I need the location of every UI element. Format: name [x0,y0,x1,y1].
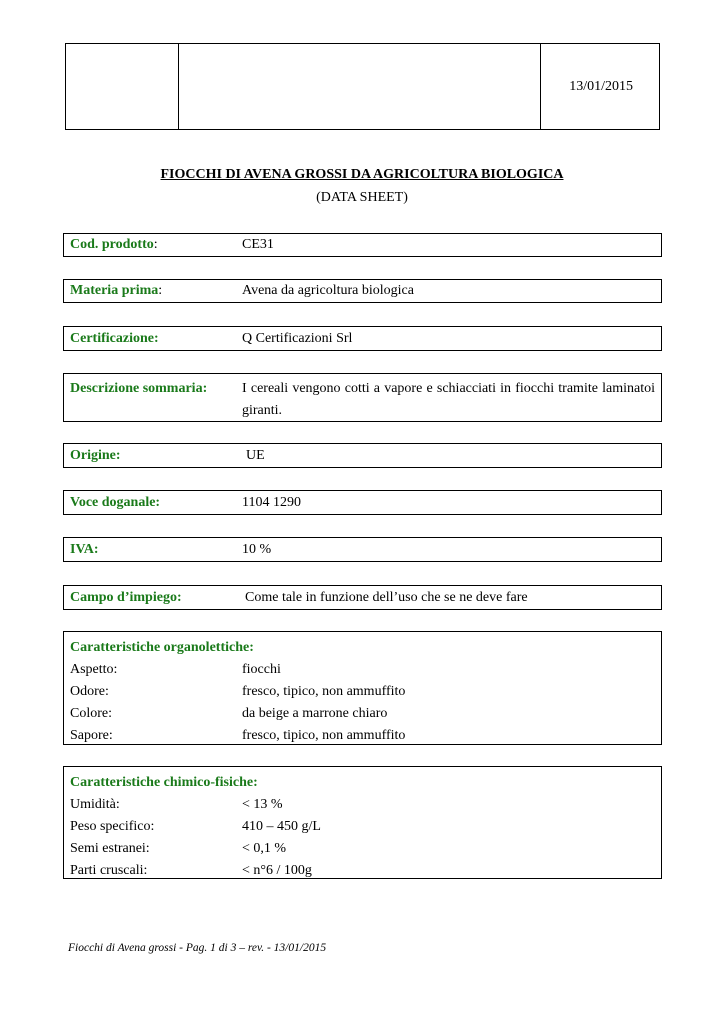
list-item: Aspetto: fiocchi [70,662,281,677]
value-certificazione: Q Certificazioni Srl [242,330,353,346]
row-cod-prodotto [63,233,662,257]
value-voce-doganale: 1104 1290 [242,494,301,510]
row-descrizione [63,373,662,422]
label-voce-doganale: Voce doganale: [70,494,161,510]
row-voce-doganale [63,490,662,515]
page-title: FIOCCHI DI AVENA GROSSI DA AGRICOLTURA BIOLOGICA [160,167,564,182]
row-campo-impiego [63,585,662,610]
row-certificazione [63,326,662,351]
list-item: Semi estranei: < 0,1 % [70,841,287,856]
list-item: Peso specifico: 410 – 450 g/L [70,819,321,834]
header-table [65,43,660,130]
list-item: Umidità: < 13 % [70,797,283,812]
value-cod-prodotto: CE31 [242,237,274,252]
label-certificazione: Certificazione: [70,330,159,346]
page-footer: Fiocchi di Avena grossi - Pag. 1 di 3 – rev. - 13/01/2015 [68,942,327,954]
header-date: 13/01/2015 [569,78,633,94]
label-materia-prima: Materia prima: [70,283,163,298]
box-chimico-fisiche [63,766,662,879]
chimico-fisiche-title: Caratteristiche chimico-fisiche: [70,775,258,790]
label-campo-impiego: Campo d’impiego: [70,589,182,605]
label-iva: IVA: [70,541,99,557]
row-iva [63,537,662,562]
list-item: Sapore: fresco, tipico, non ammuffito [70,728,406,743]
list-item: Colore: da beige a marrone chiaro [70,706,388,721]
label-origine: Origine: [70,447,121,463]
header-center-cell [179,44,541,129]
value-descrizione: I cereali vengono cotti a vapore e schiacciati in fiocchi tramite laminatoi giranti. [242,381,655,418]
value-campo-impiego: Come tale in funzione dell’uso che se ne deve fare [245,589,528,605]
header-logo-cell [66,44,179,129]
header-date-cell [541,44,659,129]
box-organolettiche [63,631,662,745]
page-subtitle: (DATA SHEET) [316,190,408,205]
row-materia-prima [63,279,662,303]
row-origine [63,443,662,468]
list-item: Parti cruscali: < n°6 / 100g [70,863,312,878]
list-item: Odore: fresco, tipico, non ammuffito [70,684,406,699]
organolettiche-title: Caratteristiche organolettiche: [70,640,254,655]
value-origine: UE [246,447,265,463]
label-descrizione: Descrizione sommaria: [70,381,208,396]
label-cod-prodotto: Cod. prodotto: [70,237,158,252]
value-iva: 10 % [242,541,272,557]
value-materia-prima: Avena da agricoltura biologica [242,283,414,298]
